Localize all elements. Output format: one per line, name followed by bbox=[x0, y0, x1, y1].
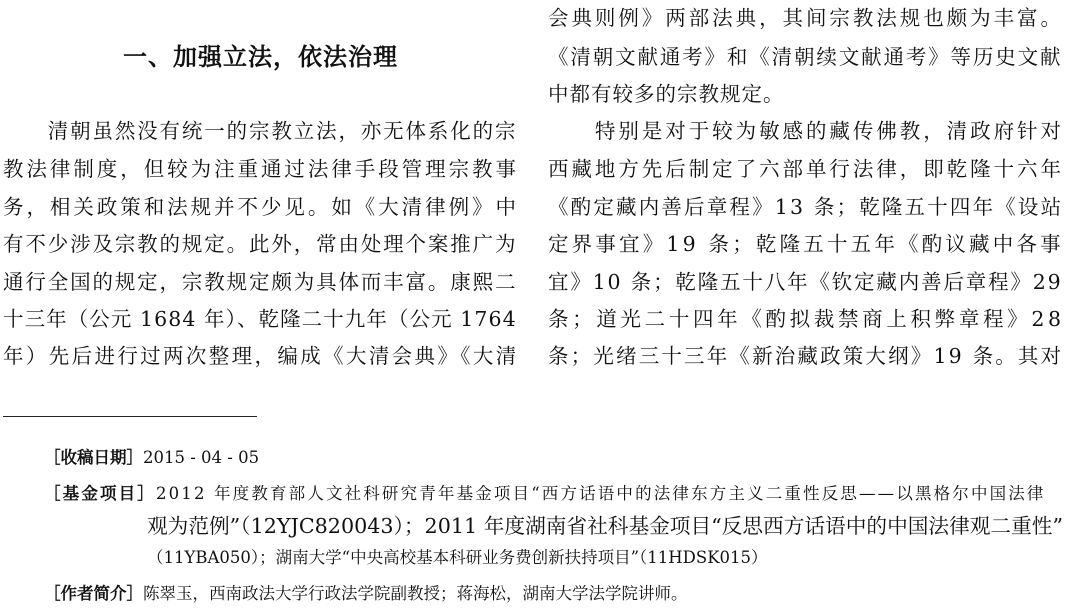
body-text-line: 务，相关政策和法规并不少见。如《大清律例》中 bbox=[3, 195, 519, 219]
received-date-value: 2015 - 04 - 05 bbox=[143, 448, 260, 467]
author-bio-text: 陈翠玉，西南政法大学行政法学院副教授；蒋海松，湖南大学法学院讲师。 bbox=[143, 584, 688, 603]
body-text-line: 中都有较多的宗教规定。 bbox=[548, 82, 785, 106]
author-bio-note bbox=[44, 582, 688, 606]
received-date-note bbox=[44, 446, 259, 470]
fund-project-note bbox=[44, 482, 1046, 506]
body-text-line: 西藏地方先后制定了六部单行法律，即乾隆十六年 bbox=[548, 157, 1064, 181]
body-text-line: 条；光绪三十三年《新治藏政策大纲》19 条。其对 bbox=[548, 344, 1064, 368]
body-text-line: 宜》10 条；乾隆五十八年《钦定藏内善后章程》29 bbox=[548, 270, 1063, 294]
fund-project-text-line: 2012 年度教育部人文社科研究青年基金项目“西方话语中的法律东方主义二重性反思——以黑格尔中国法律 bbox=[155, 484, 1046, 503]
body-text-line: 特别是对于较为敏感的藏传佛教，清政府针对 bbox=[548, 119, 1064, 143]
body-text-line: 《清朝文献通考》和《清朝续文献通考》等历史文献 bbox=[548, 45, 1063, 69]
section-heading: 一、加强立法，依法治理 bbox=[123, 43, 398, 71]
fund-project-label: ［基金项目］ bbox=[44, 484, 156, 503]
received-date-label: ［收稿日期］ bbox=[44, 448, 143, 467]
body-text-line: 定界事宜》19 条；乾隆五十五年《酌议藏中各事 bbox=[548, 232, 1064, 256]
fund-project-text-line: （11YBA050）；湖南大学“中央高校基本科研业务费创新扶持项目”（11HDSK015） bbox=[147, 548, 768, 567]
body-text-line: 《酌定藏内善后章程》13 条；乾隆五十四年《设站 bbox=[548, 195, 1064, 219]
body-text-line: 通行全国的规定，宗教规定颇为具体而丰富。康熙二 bbox=[3, 270, 518, 294]
author-bio-label: ［作者简介］ bbox=[44, 584, 143, 603]
body-text-line: 有不少涉及宗教的规定。此外，常由处理个案推广为 bbox=[3, 232, 518, 256]
body-text-line: 十三年（公元 1684 年）、乾隆二十九年（公元 1764 bbox=[3, 307, 517, 331]
body-text-line: 清朝虽然没有统一的宗教立法，亦无体系化的宗 bbox=[3, 119, 518, 143]
body-text-line: 年）先后进行过两次整理，编成《大清会典》《大清 bbox=[3, 344, 519, 368]
fund-project-text-line: 观为范例”（12YJC820043）；2011 年度湖南省社科基金项目“反思西方话语中的中国法律观二重性” bbox=[147, 514, 1064, 538]
body-text-line: 教法律制度，但较为注重通过法律手段管理宗教事 bbox=[3, 157, 519, 181]
footnote-divider bbox=[3, 416, 257, 417]
body-text-line: 会典则例》两部法典，其间宗教法规也颇为丰富。 bbox=[548, 6, 1064, 30]
body-text-line: 条；道光二十四年《酌拟裁禁商上积弊章程》28 bbox=[548, 307, 1065, 331]
